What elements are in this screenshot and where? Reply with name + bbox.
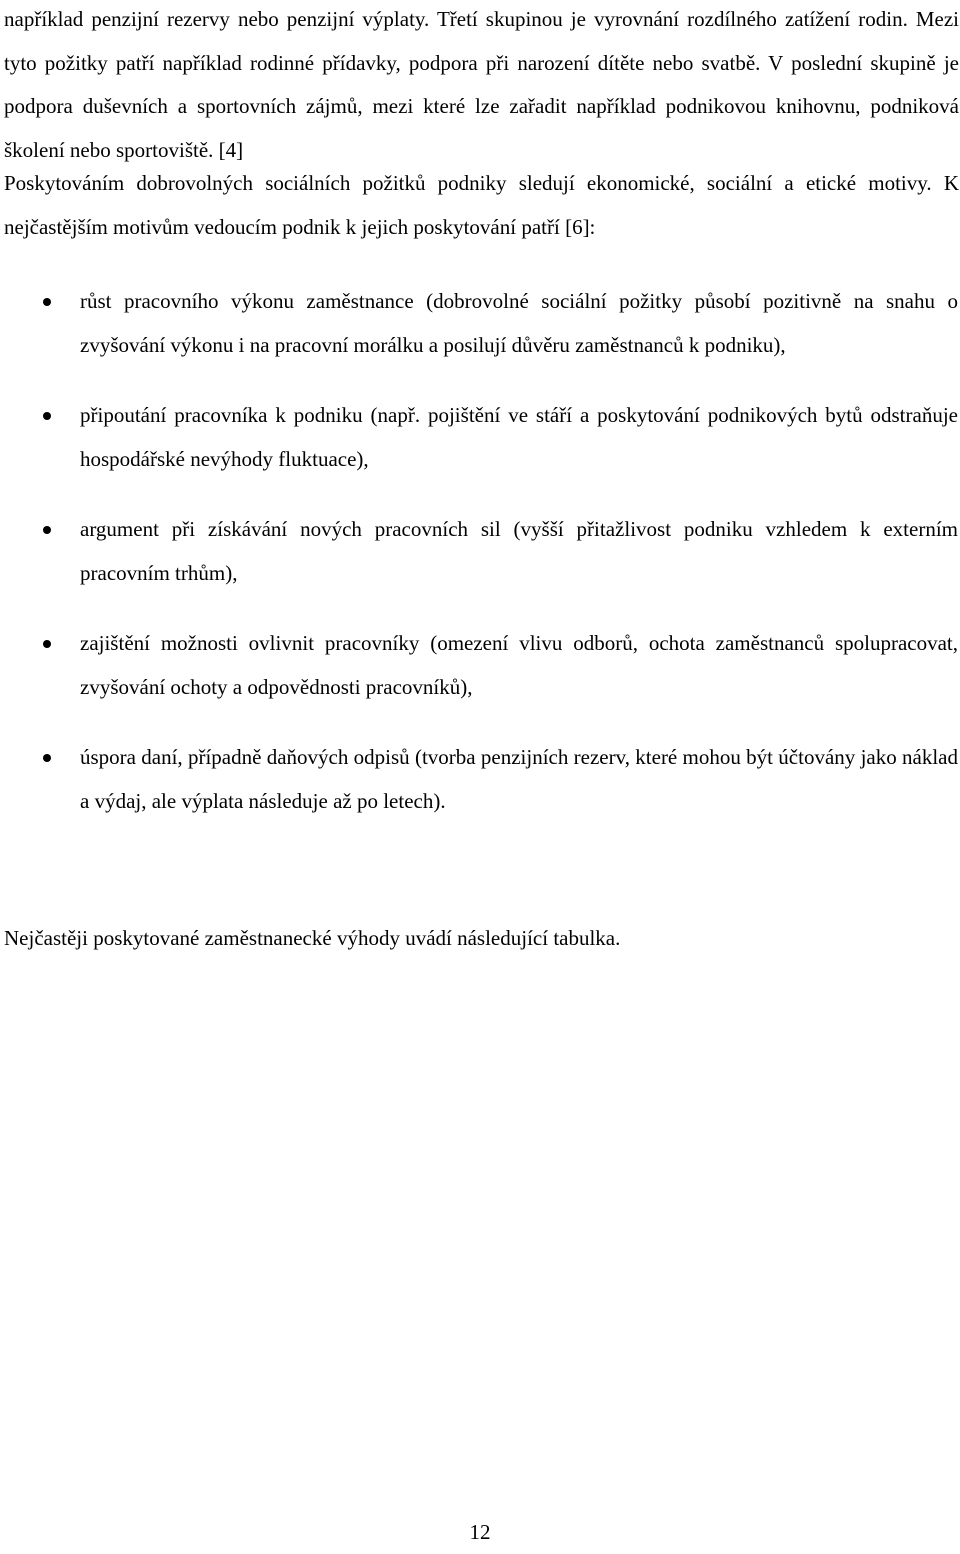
bullet-icon	[43, 526, 51, 534]
bullet-icon	[43, 298, 51, 306]
paragraph-benefit-groups: například penzijní rezervy nebo penzijní výplaty. Třetí skupinou je vyrovnání rozdílného zatížení rodin. Mezi tyto požitky patří například rodinné přídavky, podpora při narození dítěte nebo svatbě. V poslední skupině je podpora duševních a sportovních zájmů, mezi které lze zařadit například podnikovou knihovnu, podniková školení nebo sportoviště. [4]	[4, 7, 959, 162]
list-item	[0, 508, 960, 595]
paragraph-closing: Nejčastěji poskytované zaměstnanecké výhody uvádí následující tabulka.	[4, 926, 621, 950]
list-item	[0, 622, 960, 709]
paragraph-motives-intro: Poskytováním dobrovolných sociálních požitků podniky sledují ekonomické, sociální a etické motivy. K nejčastějším motivům vedoucím podnik k jejich poskytování patří [6]:	[4, 171, 959, 239]
list-item-text: růst pracovního výkonu zaměstnance (dobrovolné sociální požitky působí pozitivně na snahu o zvyšování výkonu i na pracovní morálku a posilují důvěru zaměstnanců k podniku),	[80, 289, 958, 357]
bullet-icon	[43, 754, 51, 762]
list-item	[0, 280, 960, 367]
list-item-text: argument při získávání nových pracovních sil (vyšší přitažlivost podniku vzhledem k externím pracovním trhům),	[80, 517, 958, 585]
list-item-text: připoutání pracovníka k podniku (např. pojištění ve stáří a poskytování podnikových bytů odstraňuje hospodářské nevýhody fluktuace),	[80, 403, 958, 471]
bullet-icon	[43, 640, 51, 648]
list-item-text: zajištění možnosti ovlivnit pracovníky (omezení vlivu odborů, ochota zaměstnanců spolupracovat, zvyšování ochoty a odpovědnosti pracovníků),	[80, 631, 958, 699]
bullet-icon	[43, 412, 51, 420]
list-item-text: úspora daní, případně daňových odpisů (tvorba penzijních rezerv, které mohou být účtovány jako náklad a výdaj, ale výplata následuje až po letech).	[80, 745, 958, 813]
motives-list	[0, 280, 960, 823]
list-item	[0, 736, 960, 823]
list-item	[0, 394, 960, 481]
page-number: 12	[469, 1520, 491, 1544]
